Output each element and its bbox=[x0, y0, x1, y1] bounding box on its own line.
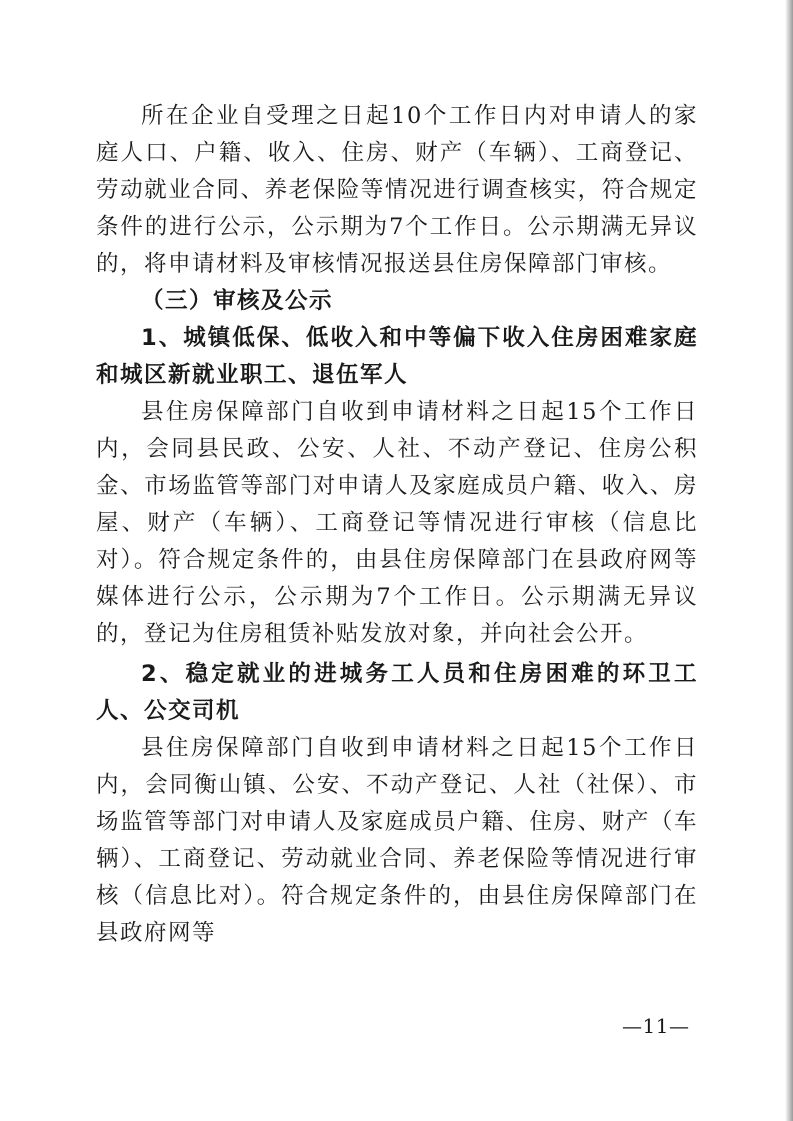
subheading-low-income-families: 1、城镇低保、低收入和中等偏下收入住房困难家庭和城区新就业职工、退伍军人 bbox=[96, 325, 698, 388]
paragraph-enterprise-review: 所在企业自受理之日起10个工作日内对申请人的家庭人口、户籍、收入、住房、财产（车辆）、工商登记、劳动就业合同、养老保险等情况进行调查核实，符合规定条件的进行公示，公示期为7个工作日。公示期满无异议的，将申请材料及审核情况报送县住房保障部门审核。 bbox=[96, 103, 698, 277]
paragraph-county-review-2: 县住房保障部门自收到申请材料之日起15个工作日内，会同衡山镇、公安、不动产登记、人社（社保）、市场监管等部门对申请人及家庭成员户籍、住房、财产（车辆）、工商登记、劳动就业合同、养老保险等情况进行审核（信息比对）。符合规定条件的，由县住房保障部门在县政府网等 bbox=[96, 735, 698, 946]
section-heading-review-and-publicity: （三）审核及公示 bbox=[141, 288, 334, 314]
page-edge-shadow bbox=[785, 0, 793, 1121]
page-number: —11— bbox=[622, 1014, 690, 1038]
document-body bbox=[96, 98, 698, 952]
paragraph-county-review-1: 县住房保障部门自收到申请材料之日起15个工作日内，会同县民政、公安、人社、不动产登记、住房公积金、市场监管等部门对申请人及家庭成员户籍、收入、房屋、财产（车辆）、工商登记等情况进行审核（信息比对）。符合规定条件的，由县住房保障部门在县政府网等媒体进行公示，公示期为7个工作日。公示期满无异议的，登记为住房租赁补贴发放对象，并向社会公开。 bbox=[96, 399, 698, 647]
subheading-migrant-workers: 2、稳定就业的进城务工人员和住房困难的环卫工人、公交司机 bbox=[96, 661, 698, 724]
